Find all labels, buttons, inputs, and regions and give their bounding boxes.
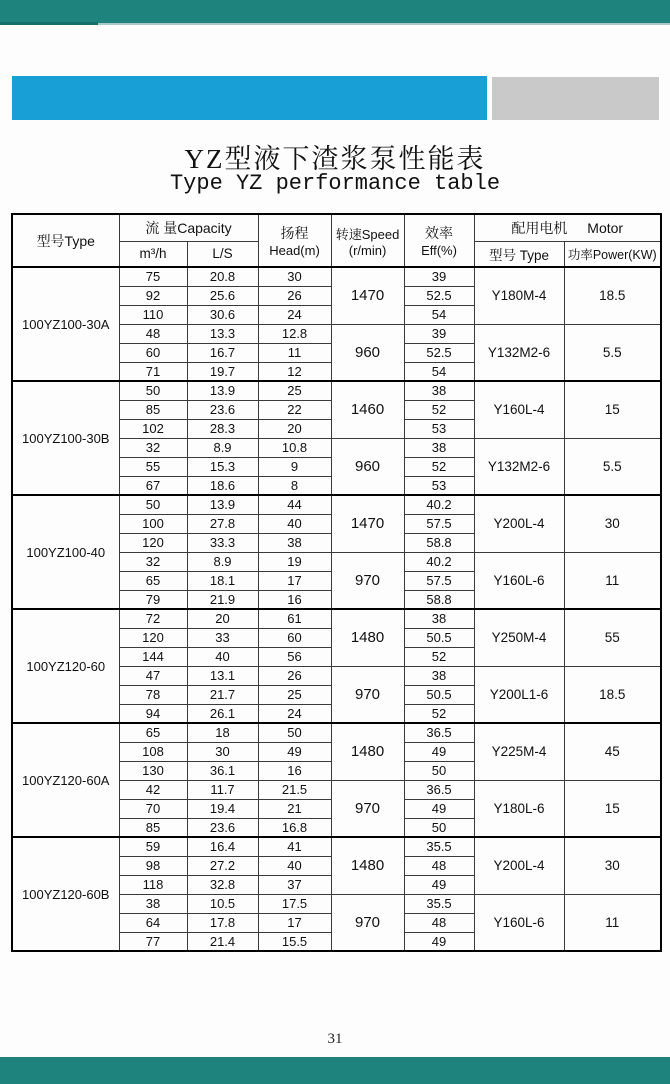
capacity-ls-cell: 13.1: [187, 666, 258, 685]
model-cell: 100YZ120-60A: [12, 723, 119, 837]
capacity-ls-cell: 10.5: [187, 894, 258, 913]
speed-cell: 1460: [331, 381, 404, 438]
head-cell: 24: [258, 305, 331, 324]
motor-power-cell: 45: [564, 723, 661, 780]
eff-cell: 52: [404, 704, 474, 723]
model-cell: 100YZ100-40: [12, 495, 119, 609]
eff-cell: 48: [404, 856, 474, 875]
col-header-motor: 配用电机 Motor: [474, 214, 661, 241]
speed-cell: 960: [331, 324, 404, 381]
capacity-m3h-cell: 94: [119, 704, 187, 723]
capacity-ls-cell: 32.8: [187, 875, 258, 894]
eff-cell: 58.8: [404, 533, 474, 552]
eff-cell: 52: [404, 647, 474, 666]
eff-cell: 54: [404, 362, 474, 381]
head-cell: 22: [258, 400, 331, 419]
eff-cell: 50: [404, 761, 474, 780]
eff-cell: 36.5: [404, 723, 474, 742]
capacity-m3h-cell: 72: [119, 609, 187, 628]
eff-cell: 52.5: [404, 286, 474, 305]
capacity-m3h-cell: 102: [119, 419, 187, 438]
top-teal-band: [0, 0, 670, 23]
capacity-ls-cell: 23.6: [187, 400, 258, 419]
capacity-m3h-cell: 110: [119, 305, 187, 324]
capacity-ls-cell: 27.8: [187, 514, 258, 533]
capacity-ls-cell: 30.6: [187, 305, 258, 324]
capacity-ls-cell: 18: [187, 723, 258, 742]
eff-cell: 50.5: [404, 628, 474, 647]
head-cell: 56: [258, 647, 331, 666]
eff-cell: 39: [404, 267, 474, 286]
capacity-m3h-cell: 78: [119, 685, 187, 704]
head-cell: 8: [258, 476, 331, 495]
eff-cell: 38: [404, 438, 474, 457]
eff-cell: 57.5: [404, 514, 474, 533]
motor-power-cell: 5.5: [564, 324, 661, 381]
capacity-ls-cell: 36.1: [187, 761, 258, 780]
head-cell: 61: [258, 609, 331, 628]
head-cell: 11: [258, 343, 331, 362]
eff-cell: 58.8: [404, 590, 474, 609]
capacity-ls-cell: 8.9: [187, 438, 258, 457]
motor-power-cell: 15: [564, 381, 661, 438]
capacity-m3h-cell: 67: [119, 476, 187, 495]
eff-cell: 36.5: [404, 780, 474, 799]
eff-cell: 50: [404, 818, 474, 837]
table-body: [12, 267, 661, 951]
eff-cell: 49: [404, 875, 474, 894]
motor-type-cell: Y200L1-6: [474, 666, 564, 723]
speed-cell: 1470: [331, 267, 404, 324]
capacity-m3h-cell: 65: [119, 723, 187, 742]
capacity-m3h-cell: 64: [119, 913, 187, 932]
eff-cell: 49: [404, 742, 474, 761]
gray-accent-bar: [492, 77, 659, 120]
eff-cell: 38: [404, 381, 474, 400]
motor-type-cell: Y180L-6: [474, 780, 564, 837]
page-title-chinese: YZ型液下渣浆泵性能表: [184, 144, 486, 174]
capacity-m3h-cell: 85: [119, 400, 187, 419]
head-cell: 16: [258, 590, 331, 609]
col-header-head-zh: 扬程: [280, 225, 309, 241]
capacity-m3h-cell: 47: [119, 666, 187, 685]
capacity-m3h-cell: 59: [119, 837, 187, 856]
motor-power-cell: 18.5: [564, 666, 661, 723]
motor-power-cell: 55: [564, 609, 661, 666]
col-header-capacity: 流 量Capacity: [119, 214, 258, 241]
col-header-ls: L/S: [187, 241, 258, 267]
motor-type-cell: Y132M2-6: [474, 438, 564, 495]
capacity-m3h-cell: 65: [119, 571, 187, 590]
capacity-ls-cell: 11.7: [187, 780, 258, 799]
capacity-ls-cell: 13.9: [187, 495, 258, 514]
eff-cell: 38: [404, 609, 474, 628]
motor-power-cell: 11: [564, 894, 661, 951]
col-header-speed-unit: (r/min): [348, 242, 387, 258]
capacity-ls-cell: 25.6: [187, 286, 258, 305]
bottom-teal-band: [0, 1057, 670, 1084]
capacity-ls-cell: 16.7: [187, 343, 258, 362]
head-cell: 49: [258, 742, 331, 761]
capacity-ls-cell: 26.1: [187, 704, 258, 723]
page-title-english: Type YZ performance table: [169, 171, 501, 196]
capacity-m3h-cell: 130: [119, 761, 187, 780]
col-header-speed: [331, 214, 404, 267]
capacity-ls-cell: 21.4: [187, 932, 258, 951]
table-header: [12, 214, 661, 267]
eff-cell: 53: [404, 476, 474, 495]
capacity-m3h-cell: 32: [119, 438, 187, 457]
capacity-m3h-cell: 108: [119, 742, 187, 761]
capacity-m3h-cell: 75: [119, 267, 187, 286]
capacity-m3h-cell: 60: [119, 343, 187, 362]
eff-cell: 35.5: [404, 837, 474, 856]
col-header-eff-zh: 效率: [425, 225, 454, 241]
eff-cell: 40.2: [404, 495, 474, 514]
capacity-m3h-cell: 32: [119, 552, 187, 571]
table-row: [12, 837, 661, 856]
head-cell: 10.8: [258, 438, 331, 457]
capacity-ls-cell: 23.6: [187, 818, 258, 837]
capacity-m3h-cell: 85: [119, 818, 187, 837]
head-cell: 41: [258, 837, 331, 856]
capacity-ls-cell: 20: [187, 609, 258, 628]
eff-cell: 49: [404, 799, 474, 818]
page-number: 31: [327, 1031, 343, 1047]
eff-cell: 39: [404, 324, 474, 343]
head-cell: 24: [258, 704, 331, 723]
table-row: [12, 495, 661, 514]
model-cell: 100YZ120-60B: [12, 837, 119, 951]
capacity-m3h-cell: 92: [119, 286, 187, 305]
capacity-ls-cell: 17.8: [187, 913, 258, 932]
model-cell: 100YZ120-60: [12, 609, 119, 723]
eff-cell: 53: [404, 419, 474, 438]
capacity-ls-cell: 21.9: [187, 590, 258, 609]
motor-type-cell: Y160L-6: [474, 894, 564, 951]
capacity-ls-cell: 21.7: [187, 685, 258, 704]
capacity-m3h-cell: 100: [119, 514, 187, 533]
head-cell: 19: [258, 552, 331, 571]
top-band-light-edge: [98, 23, 670, 25]
head-cell: 60: [258, 628, 331, 647]
col-header-motor-power: 功率Power(KW): [564, 241, 661, 267]
head-cell: 20: [258, 419, 331, 438]
speed-cell: 1480: [331, 609, 404, 666]
motor-power-cell: 15: [564, 780, 661, 837]
capacity-m3h-cell: 42: [119, 780, 187, 799]
capacity-ls-cell: 33.3: [187, 533, 258, 552]
head-cell: 38: [258, 533, 331, 552]
motor-type-cell: Y225M-4: [474, 723, 564, 780]
motor-power-cell: 18.5: [564, 267, 661, 324]
capacity-m3h-cell: 55: [119, 457, 187, 476]
head-cell: 30: [258, 267, 331, 286]
speed-cell: 970: [331, 780, 404, 837]
head-cell: 16: [258, 761, 331, 780]
table-row: [12, 723, 661, 742]
col-header-head-en: Head(m): [269, 243, 320, 258]
capacity-m3h-cell: 48: [119, 324, 187, 343]
capacity-m3h-cell: 38: [119, 894, 187, 913]
head-cell: 15.5: [258, 932, 331, 951]
speed-cell: 970: [331, 552, 404, 609]
speed-cell: 1470: [331, 495, 404, 552]
top-band-dark-edge: [0, 22, 98, 25]
capacity-m3h-cell: 50: [119, 495, 187, 514]
table-row: [12, 381, 661, 400]
capacity-m3h-cell: 120: [119, 628, 187, 647]
capacity-ls-cell: 19.4: [187, 799, 258, 818]
motor-power-cell: 5.5: [564, 438, 661, 495]
header-row-1: [12, 214, 661, 241]
model-cell: 100YZ100-30A: [12, 267, 119, 381]
motor-power-cell: 11: [564, 552, 661, 609]
speed-cell: 970: [331, 666, 404, 723]
capacity-ls-cell: 27.2: [187, 856, 258, 875]
col-header-type: 型号Type: [12, 214, 119, 267]
eff-cell: 38: [404, 666, 474, 685]
capacity-ls-cell: 33: [187, 628, 258, 647]
head-cell: 26: [258, 666, 331, 685]
speed-cell: 1480: [331, 723, 404, 780]
capacity-m3h-cell: 79: [119, 590, 187, 609]
capacity-m3h-cell: 77: [119, 932, 187, 951]
col-header-m3h: m³/h: [119, 241, 187, 267]
eff-cell: 52.5: [404, 343, 474, 362]
col-header-eff: [404, 214, 474, 267]
head-cell: 12: [258, 362, 331, 381]
capacity-ls-cell: 8.9: [187, 552, 258, 571]
head-cell: 12.8: [258, 324, 331, 343]
motor-type-cell: Y160L-6: [474, 552, 564, 609]
eff-cell: 52: [404, 457, 474, 476]
head-cell: 40: [258, 514, 331, 533]
capacity-ls-cell: 18.1: [187, 571, 258, 590]
head-cell: 37: [258, 875, 331, 894]
capacity-m3h-cell: 70: [119, 799, 187, 818]
col-header-speed-zh: 转速Speed: [335, 226, 400, 242]
speed-cell: 1480: [331, 837, 404, 894]
capacity-m3h-cell: 98: [119, 856, 187, 875]
col-header-motor-type: 型号 Type: [474, 241, 564, 267]
head-cell: 17: [258, 571, 331, 590]
motor-type-cell: Y250M-4: [474, 609, 564, 666]
motor-power-cell: 30: [564, 495, 661, 552]
head-cell: 25: [258, 685, 331, 704]
capacity-ls-cell: 13.3: [187, 324, 258, 343]
table-row: [12, 267, 661, 286]
capacity-m3h-cell: 120: [119, 533, 187, 552]
head-cell: 17: [258, 913, 331, 932]
capacity-ls-cell: 18.6: [187, 476, 258, 495]
eff-cell: 35.5: [404, 894, 474, 913]
head-cell: 40: [258, 856, 331, 875]
cyan-accent-bar: [12, 76, 487, 120]
eff-cell: 52: [404, 400, 474, 419]
head-cell: 9: [258, 457, 331, 476]
eff-cell: 57.5: [404, 571, 474, 590]
eff-cell: 49: [404, 932, 474, 951]
head-cell: 50: [258, 723, 331, 742]
head-cell: 44: [258, 495, 331, 514]
eff-cell: 50.5: [404, 685, 474, 704]
motor-type-cell: Y200L-4: [474, 837, 564, 894]
capacity-m3h-cell: 118: [119, 875, 187, 894]
head-cell: 21: [258, 799, 331, 818]
capacity-ls-cell: 30: [187, 742, 258, 761]
capacity-ls-cell: 15.3: [187, 457, 258, 476]
eff-cell: 54: [404, 305, 474, 324]
capacity-ls-cell: 40: [187, 647, 258, 666]
speed-cell: 960: [331, 438, 404, 495]
model-cell: 100YZ100-30B: [12, 381, 119, 495]
col-header-eff-en: Eff(%): [421, 243, 457, 258]
capacity-ls-cell: 20.8: [187, 267, 258, 286]
head-cell: 25: [258, 381, 331, 400]
performance-table: [11, 213, 662, 952]
eff-cell: 40.2: [404, 552, 474, 571]
capacity-m3h-cell: 50: [119, 381, 187, 400]
motor-type-cell: Y132M2-6: [474, 324, 564, 381]
head-cell: 16.8: [258, 818, 331, 837]
col-header-head: [258, 214, 331, 267]
capacity-ls-cell: 28.3: [187, 419, 258, 438]
speed-cell: 970: [331, 894, 404, 951]
motor-type-cell: Y180M-4: [474, 267, 564, 324]
capacity-ls-cell: 13.9: [187, 381, 258, 400]
motor-type-cell: Y200L-4: [474, 495, 564, 552]
motor-power-cell: 30: [564, 837, 661, 894]
head-cell: 21.5: [258, 780, 331, 799]
head-cell: 17.5: [258, 894, 331, 913]
capacity-ls-cell: 19.7: [187, 362, 258, 381]
motor-type-cell: Y160L-4: [474, 381, 564, 438]
capacity-m3h-cell: 144: [119, 647, 187, 666]
table-row: [12, 609, 661, 628]
head-cell: 26: [258, 286, 331, 305]
capacity-m3h-cell: 71: [119, 362, 187, 381]
capacity-ls-cell: 16.4: [187, 837, 258, 856]
eff-cell: 48: [404, 913, 474, 932]
